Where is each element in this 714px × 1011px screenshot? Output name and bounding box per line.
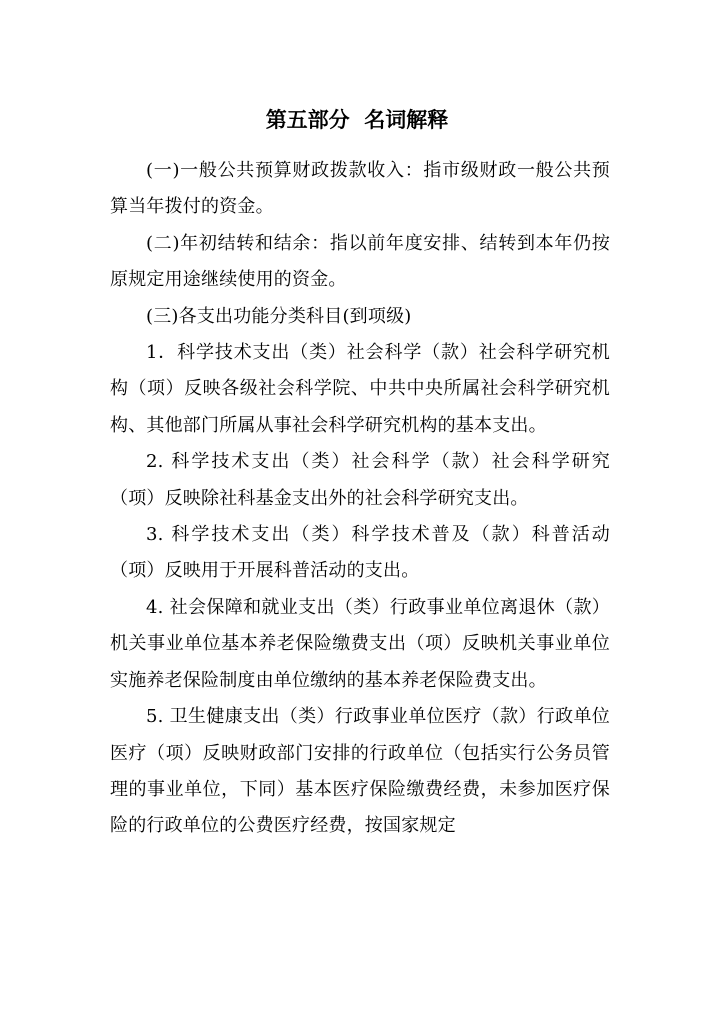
document-body	[110, 153, 610, 845]
paragraph-item-4: 4. 社会保障和就业支出（类）行政事业单位离退休（款）机关事业单位基本养老保险缴费支出（项）反映机关事业单位实施养老保险制度由单位缴纳的基本养老保险费支出。	[110, 596, 610, 691]
paragraph-item-1: 1．科学技术支出（类）社会科学（款）社会科学研究机构（项）反映各级社会科学院、中共中央所属社会科学研究机构、其他部门所属从事社会科学研究机构的基本支出。	[110, 342, 610, 436]
paragraph-general-budget-income: (一)一般公共预算财政拨款收入：指市级财政一般公共预算当年拨付的资金。	[110, 160, 610, 218]
paragraph-functional-categories-heading: (三)各支出功能分类科目(到项级)	[146, 305, 412, 327]
paragraph-item-2: 2. 科学技术支出（类）社会科学（款）社会科学研究（项）反映除社科基金支出外的社会科学研究支出。	[110, 451, 610, 509]
page-title: 第五部分 名词解释	[265, 108, 449, 132]
paragraph-item-5: 5. 卫生健康支出（类）行政事业单位医疗（款）行政单位医疗（项）反映财政部门安排的行政单位（包括实行公务员管理的事业单位，下同）基本医疗保险缴费经费，未参加医疗保险的行政单位的公费医疗经费，按国家规定	[110, 706, 610, 837]
paragraph-carryover-balance: (二)年初结转和结余：指以前年度安排、结转到本年仍按原规定用途继续使用的资金。	[110, 232, 610, 291]
paragraph-item-3: 3. 科学技术支出（类）科学技术普及（款）科普活动（项）反映用于开展科普活动的支出。	[110, 524, 610, 582]
